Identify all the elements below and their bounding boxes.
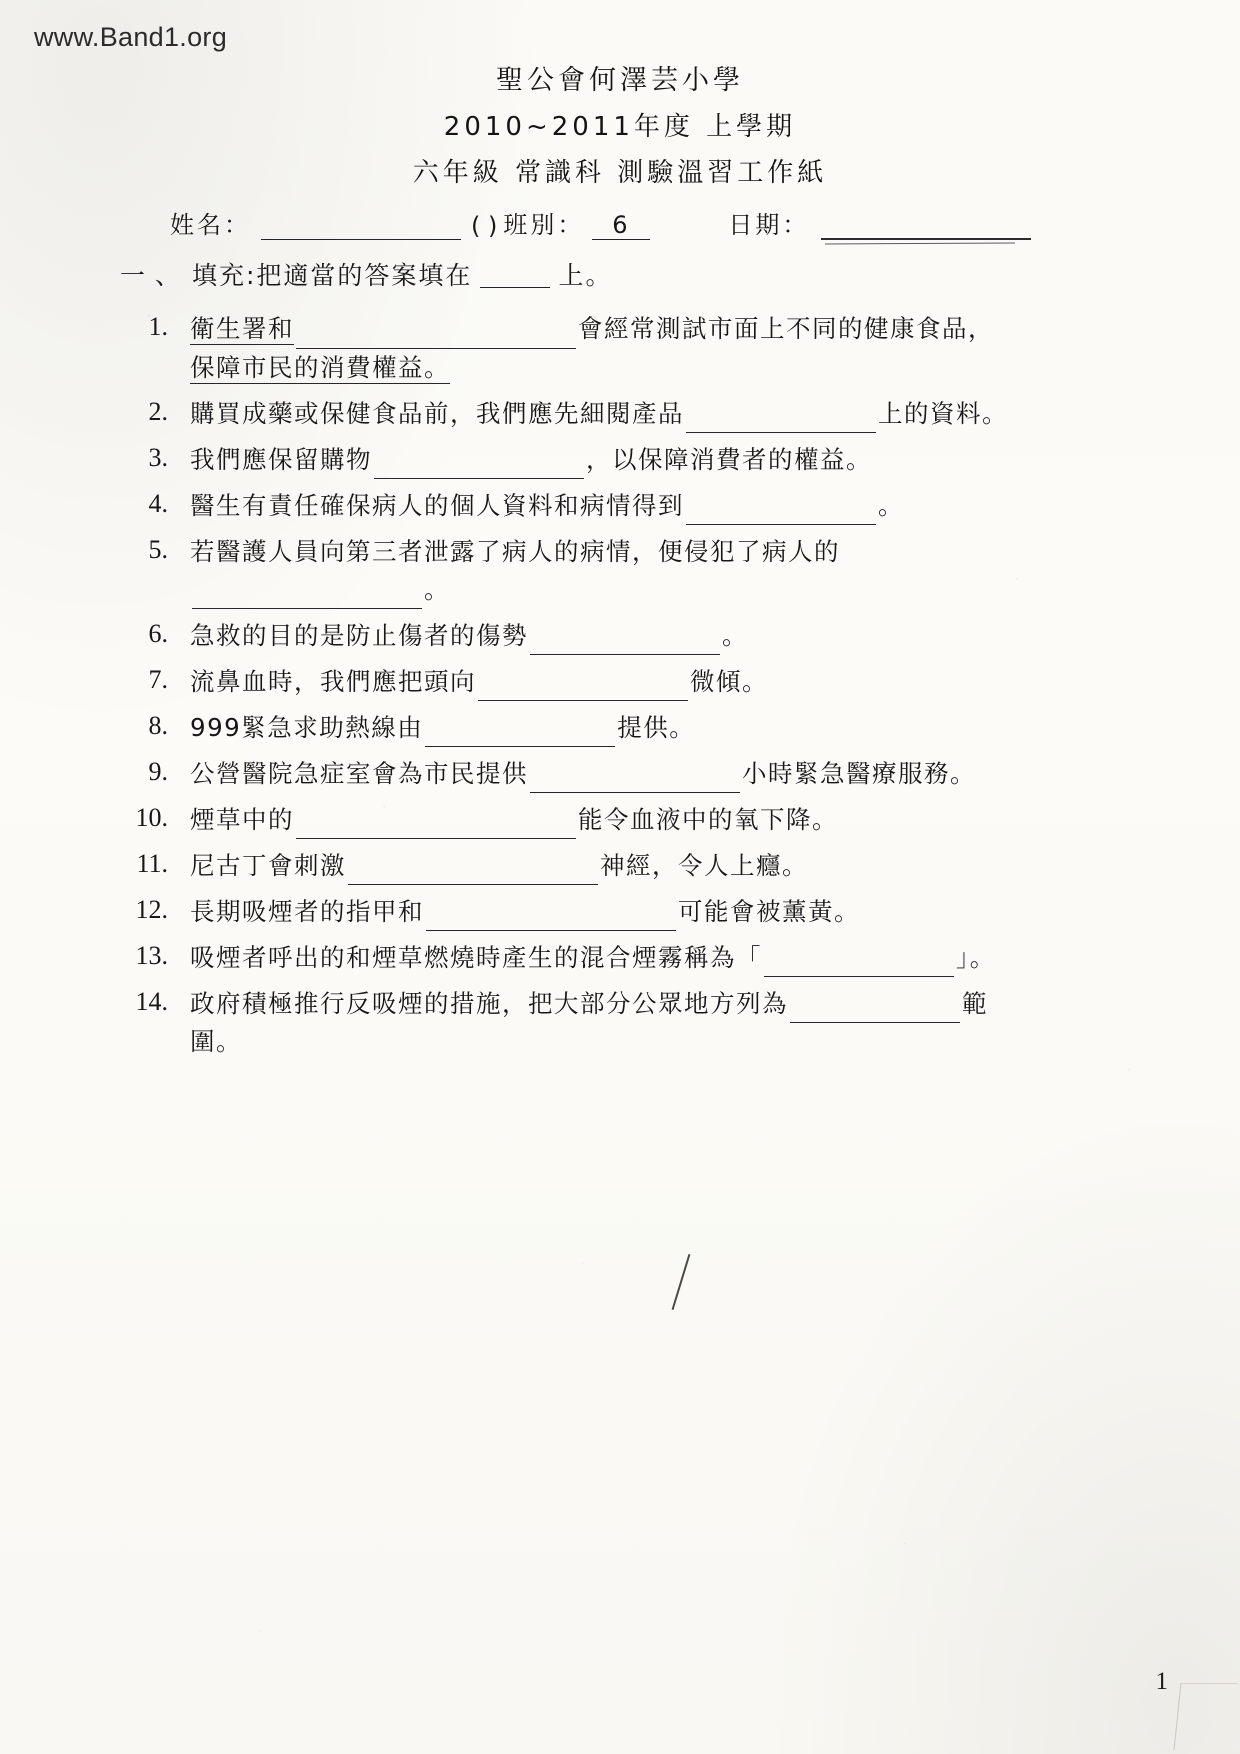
answer-blank[interactable] — [530, 634, 720, 655]
question-item — [96, 939, 1188, 977]
question-text — [190, 663, 1188, 701]
answer-blank[interactable] — [296, 818, 576, 839]
class-label: 班別： — [503, 211, 585, 239]
question-number: 6. — [148, 618, 168, 648]
question-text-segment: 購買成藥或保健食品前，我們應先細閱產品 — [190, 398, 684, 428]
answer-blank[interactable] — [790, 1002, 960, 1023]
question-text-segment: 圍。 — [190, 1026, 242, 1056]
question-item — [96, 801, 1188, 839]
date-label: 日期： — [728, 211, 810, 239]
question-number: 12. — [135, 894, 168, 924]
answer-blank[interactable] — [296, 328, 576, 349]
section-example-blank — [480, 271, 550, 288]
question-text — [190, 847, 1188, 885]
question-text-segment: 」。 — [956, 942, 996, 972]
section-instruction-after: 上。 — [558, 261, 613, 290]
answer-blank[interactable] — [374, 458, 584, 479]
class-value[interactable]: 6 — [592, 213, 650, 240]
question-number: 8. — [148, 710, 168, 740]
question-text-segment: 衛生署和 — [190, 314, 294, 343]
question-text — [190, 533, 1188, 609]
question-text-segment: 999緊急求助熱線由 — [190, 712, 424, 742]
section-instruction-before: 填充:把適當的答案填在 — [192, 261, 473, 290]
answer-blank[interactable] — [426, 910, 676, 931]
student-info-row — [170, 205, 1180, 240]
question-text-segment: 。 — [424, 574, 450, 604]
question-text-segment: 神經，令人上癮。 — [600, 850, 808, 880]
question-number: 3. — [148, 442, 168, 472]
document-header — [0, 58, 1240, 189]
answer-blank[interactable] — [686, 504, 876, 525]
question-number: 9. — [148, 756, 168, 786]
question-text-segment: 。 — [722, 620, 748, 650]
question-text-segment: 。 — [878, 490, 904, 520]
question-text-segment: 提供。 — [617, 712, 696, 742]
section-number: 一、 — [120, 261, 191, 290]
question-item — [96, 487, 1188, 525]
question-item — [96, 755, 1188, 793]
question-item — [96, 441, 1188, 479]
class-number-parenthesis[interactable]: ( ) — [471, 212, 498, 240]
question-text-segment: 急救的目的是防止傷者的傷勢 — [190, 620, 528, 650]
question-text — [190, 487, 1188, 525]
question-text — [190, 441, 1188, 479]
page-number: 1 — [1155, 1668, 1168, 1695]
question-text — [190, 893, 1188, 931]
question-text-segment: 保障市民的消費權益。 — [190, 352, 450, 382]
date-field[interactable] — [821, 216, 1031, 240]
question-text — [190, 709, 1188, 747]
name-label: 姓名： — [170, 211, 251, 239]
question-text-segment: ，以保障消費者的權益。 — [586, 444, 872, 474]
question-item — [96, 893, 1188, 931]
question-number: 14. — [135, 986, 168, 1016]
question-number: 5. — [148, 534, 168, 564]
question-text — [190, 939, 1188, 977]
question-text-segment: 能令血液中的氧下降。 — [578, 804, 838, 834]
page-corner-fold — [1173, 1683, 1237, 1750]
question-item — [96, 847, 1188, 885]
question-text-segment: 我們應保留購物 — [190, 444, 372, 474]
question-text-segment: 吸煙者呼出的和煙草燃燒時產生的混合煙霧稱為「 — [190, 942, 762, 972]
question-number: 2. — [148, 396, 168, 426]
name-field[interactable] — [261, 217, 461, 240]
question-text-segment: 微傾。 — [690, 666, 768, 696]
answer-blank[interactable] — [425, 726, 615, 747]
question-text — [190, 310, 1188, 387]
section-heading — [120, 256, 1180, 292]
question-number: 10. — [135, 802, 168, 832]
question-number: 1. — [148, 312, 168, 341]
question-text-segment: 若醫護人員向第三者泄露了病人的病情，便侵犯了病人的 — [190, 536, 840, 566]
question-text-segment: 上的資料。 — [878, 398, 1008, 428]
answer-blank[interactable] — [478, 680, 688, 701]
answer-blank[interactable] — [192, 588, 422, 609]
question-text — [190, 755, 1188, 793]
question-item — [96, 663, 1188, 701]
question-number: 7. — [148, 664, 168, 694]
question-text-segment: 小時緊急醫療服務。 — [742, 758, 976, 788]
question-item — [96, 310, 1188, 387]
stray-pen-mark — [672, 1254, 691, 1310]
section-instruction — [192, 256, 612, 292]
grade-subject-title: 六年級 常識科 測驗溫習工作紙 — [412, 158, 828, 188]
question-item — [96, 985, 1188, 1061]
answer-blank[interactable] — [686, 412, 876, 433]
question-number: 11. — [136, 848, 168, 878]
answer-blank[interactable] — [530, 772, 740, 793]
question-text-segment: 會經常測試市面上不同的健康食品， — [578, 314, 994, 343]
question-text-segment: 醫生有責任確保病人的個人資料和病情得到 — [190, 490, 684, 520]
question-text-segment: 煙草中的 — [190, 804, 294, 834]
question-number: 4. — [148, 488, 168, 518]
question-item — [96, 617, 1188, 655]
question-text — [190, 801, 1188, 839]
question-text-segment: 公營醫院急症室會為市民提供 — [190, 758, 528, 788]
answer-blank[interactable] — [348, 864, 598, 885]
question-item — [96, 395, 1188, 433]
question-text-segment: 長期吸煙者的指甲和 — [190, 896, 424, 926]
question-number: 13. — [135, 940, 168, 970]
school-name: 聖公會何澤芸小學 — [496, 65, 744, 96]
fill-in-blank-question-list — [96, 310, 1188, 1068]
site-watermark: www.Band1.org — [34, 22, 228, 52]
question-text — [190, 617, 1188, 655]
question-text — [190, 395, 1188, 433]
question-text — [190, 985, 1188, 1061]
academic-year-term: 2010~2011年度 上學期 — [443, 112, 797, 142]
question-item — [96, 709, 1188, 747]
question-text-segment: 範 — [962, 988, 988, 1018]
question-item — [96, 533, 1188, 609]
question-text-segment: 政府積極推行反吸煙的措施，把大部分公眾地方列為 — [190, 988, 788, 1018]
question-text-segment: 可能會被薰黃。 — [678, 896, 860, 926]
question-text-segment: 尼古丁會刺激 — [190, 850, 346, 880]
question-text-segment: 流鼻血時，我們應把頭向 — [190, 666, 476, 696]
answer-blank[interactable] — [764, 956, 954, 977]
